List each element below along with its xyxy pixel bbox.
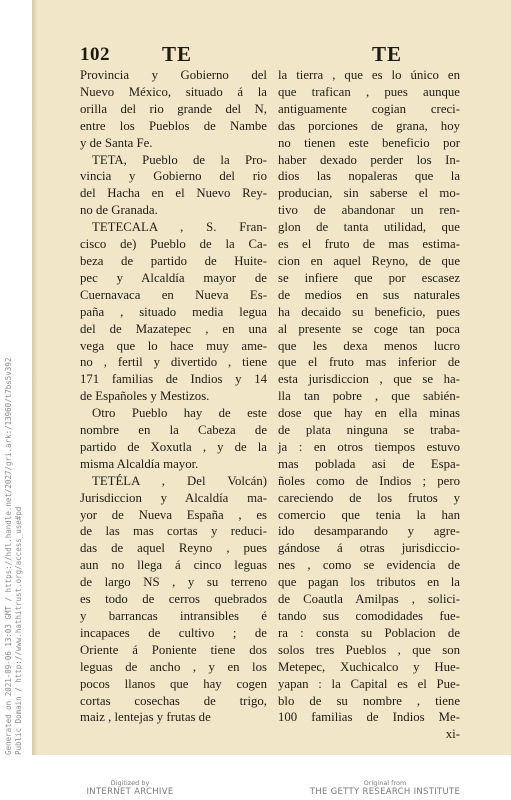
text-line: ha decaido su beneficio, pues bbox=[278, 304, 460, 319]
left-column bbox=[80, 67, 267, 726]
text-line: xi- bbox=[445, 727, 460, 742]
text-line: Otro Pueblo hay de este bbox=[92, 406, 267, 421]
text-line: paña , situado media legua bbox=[80, 304, 267, 319]
text-line: de las mas cortas y reduci- bbox=[80, 524, 267, 539]
text-line: y de Santa Fe. bbox=[80, 135, 153, 150]
text-line: yor de Nueva España , es bbox=[80, 507, 267, 522]
text-line: tivo de abandonar un ren- bbox=[278, 203, 460, 218]
text-line: del de Mazatepec , en una bbox=[80, 321, 267, 336]
text-line: lla tan pobre , que sabién- bbox=[278, 389, 460, 404]
text-line: es el fruto de mas estima- bbox=[278, 237, 460, 252]
text-line: cortas cosechas de trigo, bbox=[80, 693, 267, 708]
getty-institute-label: THE GETTY RESEARCH INSTITUTE bbox=[309, 787, 461, 797]
text-line: y barrancas intransibles é bbox=[80, 609, 267, 623]
original-from-label: Original from bbox=[363, 779, 407, 787]
text-line: entre los Pueblos de Nambe bbox=[80, 118, 267, 133]
text-line: no de Granada. bbox=[80, 203, 158, 218]
text-line: ja : en otros tiempos estuvo bbox=[278, 439, 460, 454]
text-line: no tienen este beneficio por bbox=[278, 135, 460, 150]
text-line: ra : consta su Poblacion de bbox=[278, 625, 460, 640]
text-line: das porciones de grana, hoy bbox=[278, 118, 460, 133]
text-line: careciendo de los frutos y bbox=[278, 490, 460, 505]
text-line: blo de su nombre , tiene bbox=[278, 693, 460, 708]
scan-footer bbox=[0, 755, 511, 800]
text-line: Cuernavaca en Nueva Es- bbox=[80, 287, 267, 302]
text-line: de plata ninguna se traba- bbox=[278, 423, 460, 438]
text-line: das de aquel Reyno , pues bbox=[80, 541, 267, 556]
digitized-by-credit bbox=[60, 779, 200, 798]
text-line: producian, sin saberse el mo- bbox=[278, 186, 460, 201]
text-line: tando sus comodidades fue- bbox=[278, 609, 460, 623]
text-line: del Hacha en el Nuevo Rey- bbox=[80, 186, 267, 201]
text-line: cion en aquel Reyno, de que bbox=[278, 253, 460, 268]
text-line: se infiere que por escasez bbox=[278, 270, 460, 285]
margin-note-line: Generated on 2021-09-06 13:03 GMT / https://hdl.handle.net/2027/gri.ark:/13960/t7bs5v392 bbox=[4, 357, 13, 755]
text-line: pec y Alcaldía mayor de bbox=[80, 270, 267, 285]
text-line: 171 familias de Indios y 14 bbox=[80, 372, 267, 387]
text-line: glon de tanta utilidad, que bbox=[278, 220, 460, 235]
page-number: 102 bbox=[80, 44, 110, 65]
text-line: solos tres Pueblos , que son bbox=[278, 642, 460, 657]
text-line: cisco de) Pueblo de la Ca- bbox=[80, 237, 267, 252]
text-line: no , fertil y divertido , tiene bbox=[80, 355, 267, 370]
text-line: TETÉLA , Del Volcán) bbox=[92, 473, 267, 488]
text-line: Oriente á Poniente tiene dos bbox=[80, 642, 267, 657]
original-from-credit bbox=[290, 779, 480, 798]
text-line: ñoles como de Indios ; pero bbox=[278, 473, 460, 488]
text-line: dios las nopaleras que la bbox=[278, 169, 460, 184]
running-head-left: TE bbox=[162, 42, 193, 66]
text-line: que les dexa menos lucro bbox=[278, 338, 460, 353]
digitized-by-label: Digitized by bbox=[110, 779, 150, 787]
text-line: es todo de cerros quebrados bbox=[80, 592, 267, 607]
text-line: nombre en la Cabeza de bbox=[80, 423, 267, 438]
text-line: orilla del rio grande del N, bbox=[80, 101, 267, 116]
text-line: vincia y Gobierno del rio bbox=[80, 169, 267, 184]
text-line: dose que hay en ella minas bbox=[278, 406, 460, 421]
text-line: que trafican , pues aunque bbox=[278, 84, 460, 99]
text-line: maiz , lentejas y frutas de bbox=[80, 710, 211, 725]
text-line: Jurisdiccion y Alcaldía ma- bbox=[80, 490, 267, 505]
text-line: 100 familias de Indios Me- bbox=[278, 710, 460, 725]
text-line: de Españoles y Mestizos. bbox=[80, 389, 210, 404]
text-line: que pagan los tributos en la bbox=[278, 575, 460, 590]
text-line: Provincia y Gobierno del bbox=[80, 68, 267, 82]
text-line: al presente se coge tan poca bbox=[278, 321, 460, 336]
text-line: de largo NS , y su terreno bbox=[80, 575, 267, 590]
text-line: ido desamparando y agre- bbox=[278, 524, 460, 539]
text-line: de Coautla Amilpas , solici- bbox=[278, 592, 460, 607]
text-line: yapan : la Capital es el Pue- bbox=[278, 676, 460, 691]
text-line: comercio que tenia la han bbox=[278, 507, 460, 522]
text-line: Metepec, Xuchicalco y Hue- bbox=[278, 659, 460, 674]
text-line: aun no llega á cinco leguas bbox=[80, 558, 267, 573]
text-line: esta jurisdiccion , que se ha- bbox=[278, 372, 460, 387]
text-line: pocos llanos que hay cogen bbox=[80, 676, 267, 691]
margin-note bbox=[4, 20, 24, 755]
text-line: de medios en sus naturales bbox=[278, 287, 460, 302]
running-head-right: TE bbox=[372, 42, 403, 66]
text-line: TETA, Pueblo de la Pro- bbox=[92, 152, 267, 167]
text-line: que el fruto mas inferior de bbox=[278, 355, 460, 370]
text-line: beza de partido de Huite- bbox=[80, 253, 267, 268]
text-line: incapaces de cultivo ; de bbox=[80, 625, 267, 640]
margin-note-line: Public Domain / http://www.hathitrust.org/access_use#pd bbox=[14, 506, 23, 755]
running-header bbox=[80, 44, 460, 68]
text-line: misma Alcaldía mayor. bbox=[80, 456, 199, 471]
internet-archive-label: INTERNET ARCHIVE bbox=[86, 787, 174, 797]
text-line: antiguamente cogian creci- bbox=[278, 101, 460, 116]
text-line: leguas de ancho , y en los bbox=[80, 659, 267, 674]
text-line: nes , como se evidencia de bbox=[278, 558, 460, 573]
text-line: haber dexado perder los In- bbox=[278, 152, 460, 167]
text-line: partido de Xoxutla , y de la bbox=[80, 439, 267, 454]
text-line: TETECALA , S. Fran- bbox=[92, 220, 267, 235]
text-line: Nuevo México, situado á la bbox=[80, 84, 267, 99]
text-line: gándose á otras jurisdiccio- bbox=[278, 541, 460, 556]
right-column bbox=[278, 67, 460, 743]
text-line: mas poblada asi de Espa- bbox=[278, 456, 460, 471]
text-line: la tierra , que es lo único en bbox=[278, 68, 460, 82]
page-edge-shadow bbox=[32, 0, 38, 755]
text-line: vega que lo hace muy ame- bbox=[80, 338, 267, 353]
